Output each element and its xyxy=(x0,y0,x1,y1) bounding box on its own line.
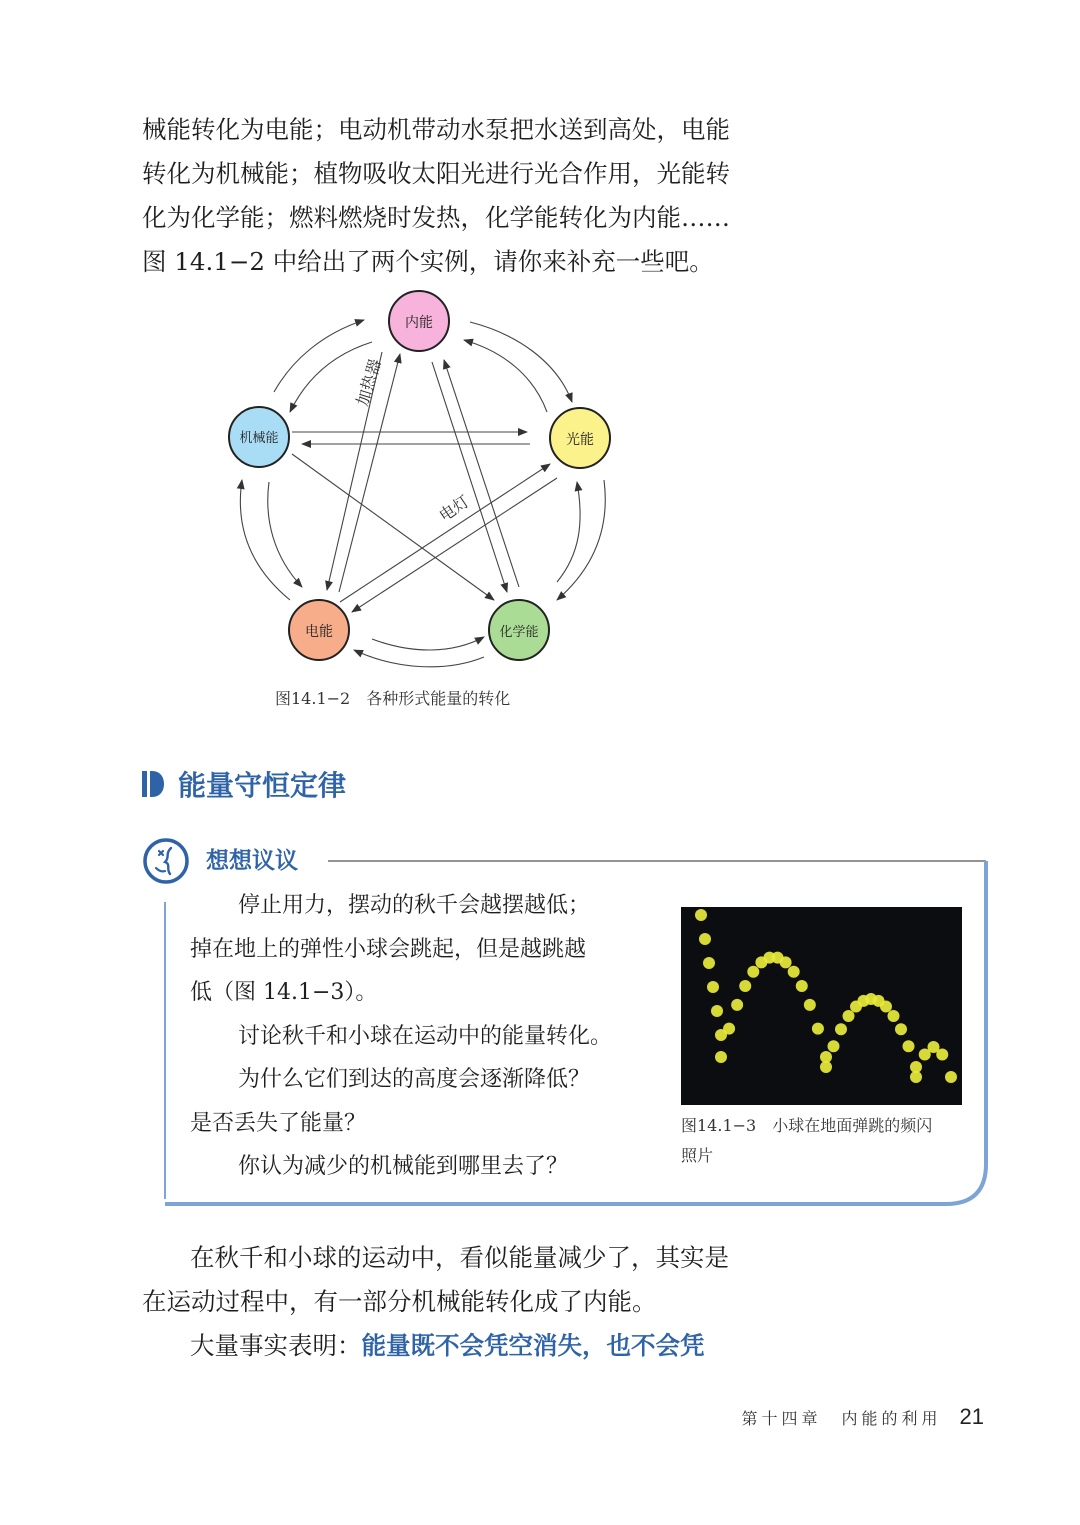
section-heading xyxy=(142,762,346,806)
heater-label: 加热器 xyxy=(352,356,385,409)
closing-paragraph xyxy=(142,1236,742,1368)
node-label: 化学能 xyxy=(499,625,539,640)
intro-line: 械能转化为电能；电动机带动水泵把水送到高处，电能 xyxy=(142,115,730,144)
discussion-line: 低（图 14.1−3）。 xyxy=(190,980,378,1005)
page-number: 21 xyxy=(959,1404,984,1429)
discussion-line: 停止用力，摆动的秋千会越摆越低； xyxy=(238,893,591,918)
photo-caption xyxy=(681,1111,971,1171)
closing-line xyxy=(142,1324,742,1368)
section-title: 能量守恒定律 xyxy=(178,769,347,802)
discussion-line: 是否丢失了能量？ xyxy=(190,1110,367,1136)
node-label: 内能 xyxy=(405,315,433,331)
closing-line: 在运动过程中，有一部分机械能转化成了内能。 xyxy=(142,1287,657,1316)
discussion-head-icon xyxy=(141,836,191,886)
figure-caption: 图14.1−2 各种形式能量的转化 xyxy=(275,689,511,708)
closing-prefix: 大量事实表明： xyxy=(190,1331,362,1360)
node-label: 光能 xyxy=(566,432,594,448)
node-internal-energy xyxy=(389,291,449,351)
energy-conversion-diagram xyxy=(212,282,632,677)
intro-paragraph xyxy=(142,108,742,284)
page-footer xyxy=(742,1404,985,1430)
intro-line: 图 14.1−2 中给出了两个实例，请你来补充一些吧。 xyxy=(142,247,714,276)
intro-line: 转化为机械能；植物吸收太阳光进行光合作用，光能转 xyxy=(142,159,730,188)
bouncing-ball-photo xyxy=(681,907,962,1105)
intro-line: 化为化学能；燃料燃烧时发热，化学能转化为内能…… xyxy=(142,203,730,232)
photo-caption-line: 照片 xyxy=(681,1146,714,1165)
closing-line: 在秋千和小球的运动中，看似能量减少了，其实是 xyxy=(190,1243,729,1272)
discussion-title: 想想议议 xyxy=(206,848,298,874)
node-label: 机械能 xyxy=(239,431,279,446)
section-marker-icon xyxy=(142,771,164,797)
law-statement: 能量既不会凭空消失，也不会凭 xyxy=(361,1331,705,1360)
discussion-line: 为什么它们到达的高度会逐渐降低？ xyxy=(238,1067,591,1092)
discussion-line: 你认为减少的机械能到哪里去了？ xyxy=(238,1154,569,1179)
node-label: 电能 xyxy=(305,624,333,640)
discussion-line: 讨论秋千和小球在运动中的能量转化。 xyxy=(238,1023,613,1049)
discussion-text xyxy=(190,884,660,1189)
photo-caption-line: 图14.1−3 小球在地面弹跳的频闪 xyxy=(681,1116,933,1135)
lamp-label: 电灯 xyxy=(435,491,473,526)
node-light-energy xyxy=(550,408,610,468)
discussion-line: 掉在地上的弹性小球会跳起，但是越跳越 xyxy=(190,936,587,962)
chapter-title: 第十四章 内能的利用 xyxy=(741,1409,942,1428)
node-chemical-energy xyxy=(489,600,549,660)
node-mechanical-energy xyxy=(229,407,289,467)
node-electric-energy xyxy=(289,600,349,660)
